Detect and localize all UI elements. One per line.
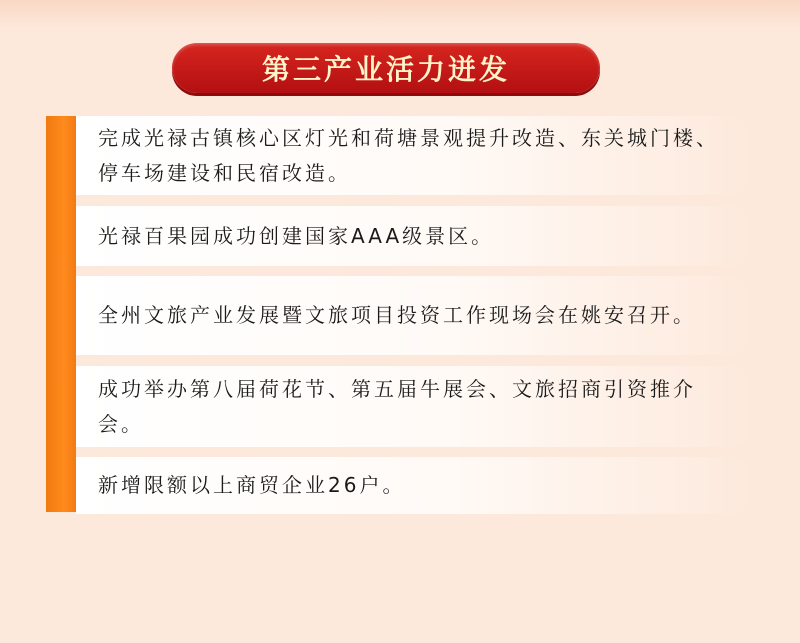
list-item	[76, 457, 752, 514]
list-item-text: 全州文旅产业发展暨文旅项目投资工作现场会在姚安召开。	[98, 303, 696, 327]
list-item-text: 光禄百果园成功创建国家AAA级景区。	[98, 223, 495, 248]
list-item	[76, 206, 752, 266]
section-title: 第三产业活力迸发	[261, 53, 510, 86]
list-item-text: 新增限额以上商贸企业26户。	[98, 473, 406, 497]
list-item	[76, 366, 752, 447]
accent-bar	[46, 116, 76, 512]
list-item	[76, 276, 752, 355]
list-item-text: 完成光禄古镇核心区灯光和荷塘景观提升改造、东关城门楼、停车场建设和民宿改造。	[98, 125, 719, 185]
list-item-text: 成功举办第八届荷花节、第五届牛展会、文旅招商引资推介会。	[98, 376, 696, 436]
list-item	[76, 116, 752, 195]
section-title-banner	[172, 43, 600, 93]
top-shade	[0, 0, 800, 30]
